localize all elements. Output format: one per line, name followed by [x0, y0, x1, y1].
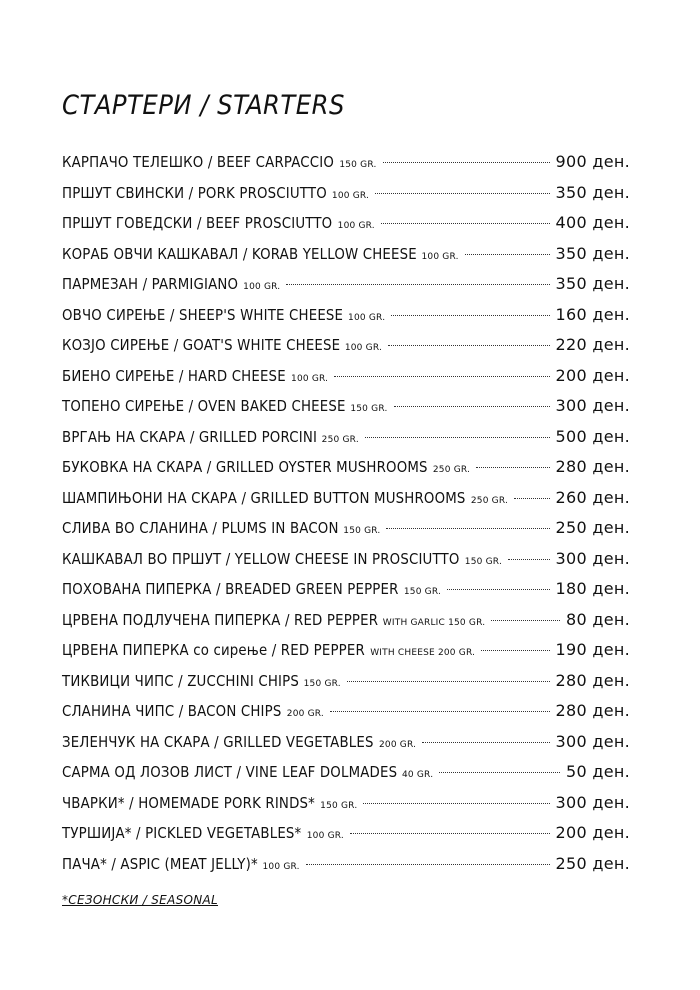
menu-item-price: 160 ден. [555, 304, 630, 324]
menu-item-price: 50 ден. [566, 762, 630, 781]
menu-item-price: 900 ден. [555, 152, 630, 171]
dot-leader [476, 467, 549, 468]
menu-item-label [62, 519, 380, 537]
menu-item-name: ОВЧО СИРЕЊЕ / SHEEP'S WHITE CHEESE [62, 305, 344, 324]
menu-item-name: ШАМПИЊОНИ НА СКАРА / GRILLED BUTTON MUSHROOMS [62, 488, 466, 507]
menu-item-price: 350 ден. [555, 274, 630, 293]
dot-leader [386, 528, 549, 529]
dot-leader [381, 223, 550, 224]
dot-leader [350, 833, 550, 834]
dot-leader [388, 345, 549, 346]
menu-item-price: 220 ден. [555, 335, 630, 354]
menu-item-name: ПРШУТ СВИНСКИ / PORK PROSCIUTTO [62, 183, 327, 202]
menu-item [62, 854, 630, 885]
menu-item-price: 260 ден. [555, 487, 630, 507]
menu-item-weight: 100 GR. [344, 343, 383, 353]
menu-item-weight: 250 GR. [321, 434, 359, 445]
dot-leader [439, 772, 560, 773]
menu-item [62, 152, 630, 183]
menu-item-weight: 100 GR. [337, 221, 375, 231]
menu-item [62, 213, 630, 244]
menu-item-price: 350 ден. [555, 182, 630, 202]
dot-leader [514, 498, 549, 499]
menu-item-price: 250 ден. [555, 518, 630, 537]
menu-item-price: 500 ден. [555, 426, 630, 446]
menu-item-label [62, 306, 385, 324]
menu-item-price: 300 ден. [555, 396, 630, 415]
menu-item-name: ТОПЕНО СИРЕЊЕ / OVEN BAKED CHEESE [62, 397, 346, 415]
menu-item-price: 190 ден. [555, 640, 630, 659]
menu-item-label [62, 214, 375, 232]
dot-leader [383, 162, 550, 163]
dot-leader [334, 376, 549, 377]
section-title: СТАРТЕРИ / STARTERS [62, 90, 345, 121]
menu-item-name: КОРАБ ОВЧИ КАШКАВАЛ / KORAB YELLOW CHEESE [62, 244, 417, 263]
menu-item [62, 396, 630, 427]
dot-leader [375, 193, 549, 194]
menu-item-price: 80 ден. [566, 609, 630, 629]
dot-leader [508, 559, 550, 560]
menu-item-name: ЦРВЕНА ПОДЛУЧЕНА ПИПЕРКА / RED PEPPER [62, 610, 379, 629]
menu-item [62, 457, 630, 488]
dot-leader [394, 406, 550, 407]
dot-leader [365, 437, 550, 438]
dot-leader [306, 864, 550, 865]
menu-item-price: 200 ден. [555, 823, 630, 842]
menu-item [62, 366, 630, 397]
dot-leader [363, 803, 549, 804]
menu-item-name: ЗЕЛЕНЧУК НА СКАРА / GRILLED VEGETABLES [62, 732, 374, 751]
menu-item-price: 180 ден. [555, 579, 630, 598]
menu-item [62, 732, 630, 763]
footnote: *СЕЗОНСКИ / SEASONAL [62, 893, 219, 907]
menu-item-weight: 100 GR. [291, 373, 329, 384]
menu-item [62, 549, 630, 580]
menu-item [62, 823, 630, 854]
menu-item-price: 300 ден. [555, 792, 630, 812]
menu-item-weight: 100 GR. [262, 861, 300, 872]
dot-leader [391, 315, 549, 316]
menu-item-price: 200 ден. [555, 365, 630, 385]
menu-item-weight: 150 GR. [350, 404, 388, 414]
menu-item-price: 400 ден. [555, 213, 630, 232]
menu-item-price: 280 ден. [555, 701, 630, 720]
menu-item-name: ВРГАЊ НА СКАРА / GRILLED PORCINI [62, 427, 318, 446]
menu-item-label [62, 336, 382, 354]
menu-item-label [62, 702, 324, 720]
menu-item [62, 701, 630, 732]
menu-item-price: 250 ден. [555, 853, 630, 873]
dot-leader [286, 284, 549, 285]
menu-item-weight: 100 GR. [306, 831, 344, 841]
menu-item-weight: 250 GR. [432, 465, 471, 475]
menu-item [62, 671, 630, 702]
dot-leader [447, 589, 549, 590]
menu-item-label [62, 855, 300, 873]
menu-item-weight: 100 GR. [421, 251, 459, 262]
menu-item [62, 762, 630, 793]
menu-item [62, 335, 630, 366]
menu-item-name: КАШКАВАЛ ВО ПРШУТ / YELLOW CHEESE IN PROSCIUTTO [62, 549, 460, 568]
menu-item-name: САРМА ОД ЛОЗОВ ЛИСТ / VINE LEAF DOLMADES [62, 763, 398, 781]
menu-item [62, 488, 630, 519]
menu-item-price: 300 ден. [555, 731, 630, 751]
menu-item-name: КОЗЈО СИРЕЊЕ / GOAT'S WHITE CHEESE [62, 336, 341, 354]
menu-item-weight: 100 GR. [243, 282, 281, 292]
menu-item-label [62, 550, 502, 568]
menu-item-weight: 150 GR. [303, 678, 341, 689]
menu-item [62, 640, 630, 671]
menu-item-weight: 150 GR. [403, 587, 442, 597]
menu-item [62, 518, 630, 549]
menu-item [62, 183, 630, 214]
menu-item-weight: 150 GR. [320, 800, 358, 811]
menu-item-label [62, 580, 441, 598]
menu-item-label [62, 367, 328, 385]
menu-item-name: ПОХОВАНА ПИПЕРКА / BREADED GREEN PEPPER [62, 580, 399, 598]
dot-leader [491, 620, 560, 621]
menu-item-weight: 100 GR. [348, 312, 386, 323]
menu-item-weight: 40 GR. [401, 770, 434, 780]
menu-item-label [62, 153, 377, 171]
menu-item-price: 300 ден. [555, 548, 630, 568]
menu-item-name: БУКОВКА НА СКАРА / GRILLED OYSTER MUSHROOMS [62, 458, 428, 476]
menu-item-label [62, 641, 475, 659]
menu-item-weight: 200 GR. [286, 709, 324, 719]
menu-item-label [62, 184, 369, 202]
menu-item-name: СЛАНИНА ЧИПС / BACON CHIPS [62, 702, 282, 720]
menu-item-name: СЛИВА ВО СЛАНИНА / PLUMS IN BACON [62, 519, 339, 537]
menu-item-weight: 250 GR. [470, 495, 509, 506]
menu-item-name: БИЕНО СИРЕЊЕ / HARD CHEESE [62, 366, 286, 385]
menu-item-name: ЦРВЕНА ПИПЕРКА со сирење / RED PEPPER [62, 641, 365, 659]
menu-item-label [62, 824, 344, 842]
menu-item-label [62, 397, 388, 415]
dot-leader [481, 650, 549, 651]
menu-item [62, 305, 630, 336]
menu-item-name: ТУРШИЈА* / PICKLED VEGETABLES* [62, 824, 302, 842]
menu-item-weight: 150 GR. [464, 556, 503, 567]
menu-item [62, 793, 630, 824]
menu-item-label [62, 458, 470, 476]
menu-item-weight: 150 GR. [343, 526, 381, 536]
menu-item-weight: WITH GARLIC 150 GR. [382, 617, 486, 628]
menu-item [62, 244, 630, 275]
menu-item-label [62, 428, 359, 446]
menu-item-label [62, 275, 280, 293]
menu-item-name: ПАЧА* / ASPIC (MEAT JELLY)* [62, 854, 258, 873]
menu-item-weight: 150 GR. [339, 160, 377, 170]
menu-item-label [62, 245, 459, 263]
menu-item-weight: 200 GR. [378, 739, 417, 750]
menu-item [62, 427, 630, 458]
dot-leader [422, 742, 549, 743]
menu-item-price: 350 ден. [555, 243, 630, 263]
menu-item-label [62, 763, 433, 781]
menu-item-label [62, 489, 508, 507]
menu-item [62, 274, 630, 305]
dot-leader [465, 254, 550, 255]
menu-item-label [62, 794, 357, 812]
dot-leader [330, 711, 550, 712]
menu-list [62, 152, 630, 884]
menu-item-weight: 100 GR. [331, 190, 370, 201]
menu-item-label [62, 733, 416, 751]
menu-item [62, 579, 630, 610]
menu-item-name: ТИКВИЦИ ЧИПС / ZUCCHINI CHIPS [62, 671, 300, 690]
menu-item-name: ЧВАРКИ* / HOMEMADE PORK RINDS* [62, 793, 315, 812]
dot-leader [347, 681, 550, 682]
menu-item-price: 280 ден. [555, 670, 630, 690]
menu-item-label [62, 611, 485, 629]
menu-item-name: КАРПАЧО ТЕЛЕШКО / BEEF CARPACCIO [62, 153, 335, 171]
menu-item [62, 610, 630, 641]
menu-item-weight: WITH CHEESE 200 GR. [370, 648, 476, 658]
menu-item-name: ПРШУТ ГОВЕДСКИ / BEEF PROSCIUTTO [62, 214, 333, 232]
menu-item-name: ПАРМЕЗАН / PARMIGIANO [62, 275, 239, 293]
menu-item-price: 280 ден. [555, 457, 630, 476]
menu-item-label [62, 672, 341, 690]
